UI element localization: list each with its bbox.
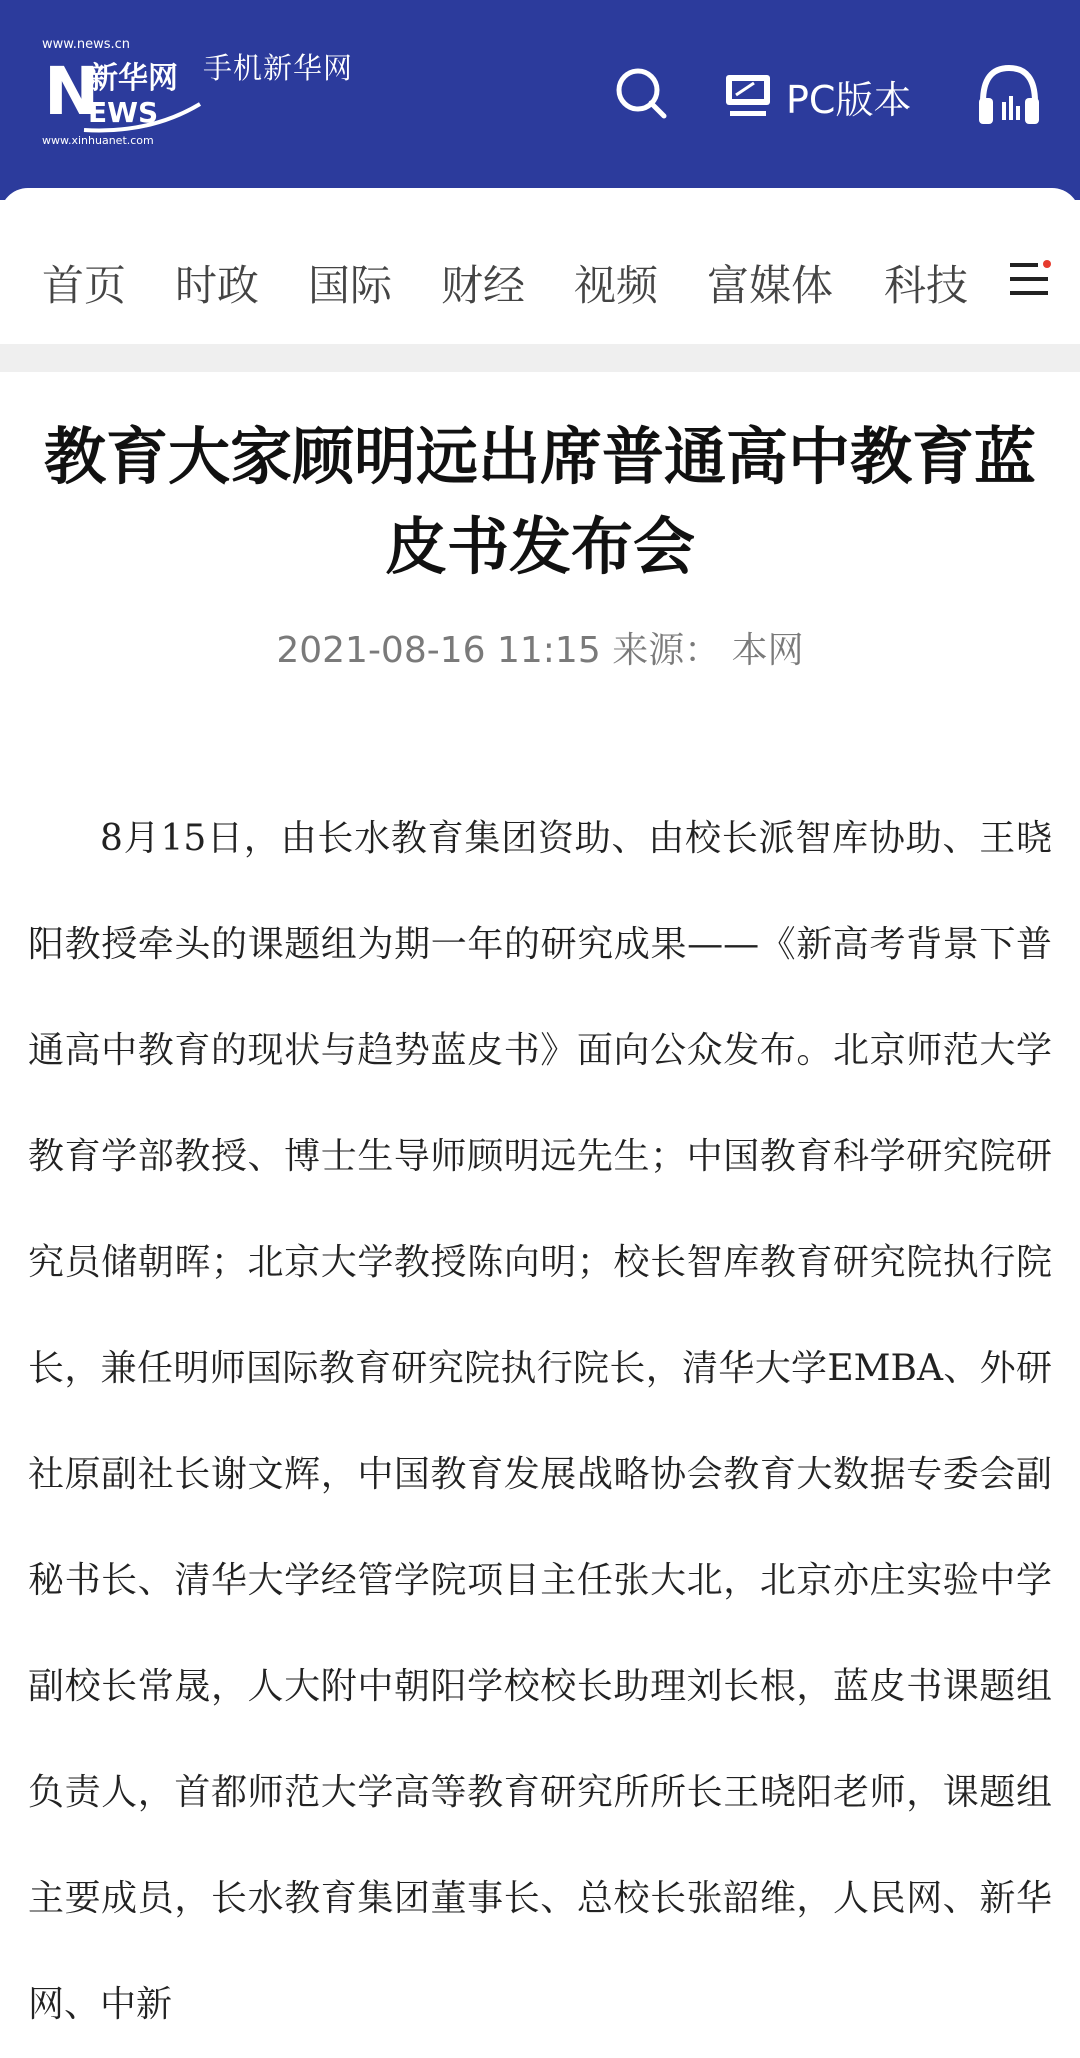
search-button[interactable] [614,66,668,120]
article-source-label: 来源： [612,630,721,671]
monitor-icon [724,73,772,119]
logo-brand-text: 新华网 [88,61,178,96]
top-header [0,0,1080,200]
search-icon [614,66,668,120]
pc-version-label: PC版本 [786,77,912,122]
menu-button[interactable] [1008,257,1052,301]
nav-item-finance[interactable]: 财经 [441,261,526,310]
nav-item-world[interactable]: 国际 [308,261,393,310]
article-source: 本网 [731,630,804,671]
headphones-icon [975,62,1043,126]
channel-nav [0,188,1080,344]
audio-button[interactable] [975,62,1043,126]
nav-item-video[interactable]: 视频 [574,261,659,310]
svg-text:N: N [44,53,100,130]
article-title: 教育大家顾明远出席普通高中教育蓝皮书发布会 [43,420,1036,583]
menu-icon [1008,257,1052,301]
article-meta [0,622,1080,673]
logo-bottom-text: www.xinhuanet.com [42,134,154,147]
nav-item-home[interactable]: 首页 [42,261,127,310]
nav-item-tech[interactable]: 科技 [884,261,969,310]
nav-item-rich-media[interactable]: 富媒体 [707,261,834,310]
article-datetime: 2021-08-16 11:15 [276,630,601,671]
logo-top-text: www.news.cn [42,38,130,52]
nav-item-politics[interactable]: 时政 [175,261,260,310]
site-name: 手机新华网 [203,51,354,85]
xinhua-logo[interactable] [40,38,205,150]
pc-version-button[interactable] [724,68,911,124]
article-body: 8月15日，由长水教育集团资助、由校长派智库协助、王晓阳教授牵头的课题组为期一年的研究成果——《新高考背景下普通高中教育的现状与趋势蓝皮书》面向公众发布。北京师范大学教育学部教授、博士生导师顾明远先生；中国教育科学研究院研究员储朝晖；北京大学教授陈向明；校长智库教育研究院执行院长，兼任明师国际教育研究院执行院长，清华大学EMBA、外研社原副社长谢文辉，中国教育发展战略协会教育大数据专委会副秘书长、清华大学经管学院项目主任张大北，北京亦庄实验中学副校长常晟，人大附中朝阳学校校长助理刘长根，蓝皮书课题组负责人，首都师范大学高等教育研究所所长王晓阳老师，课题组主要成员，长水教育集团董事长、总校长张韶维，人民网、新华网、中新 [28,818,1052,2025]
section-divider [0,344,1080,372]
svg-text:EWS: EWS [88,96,159,129]
